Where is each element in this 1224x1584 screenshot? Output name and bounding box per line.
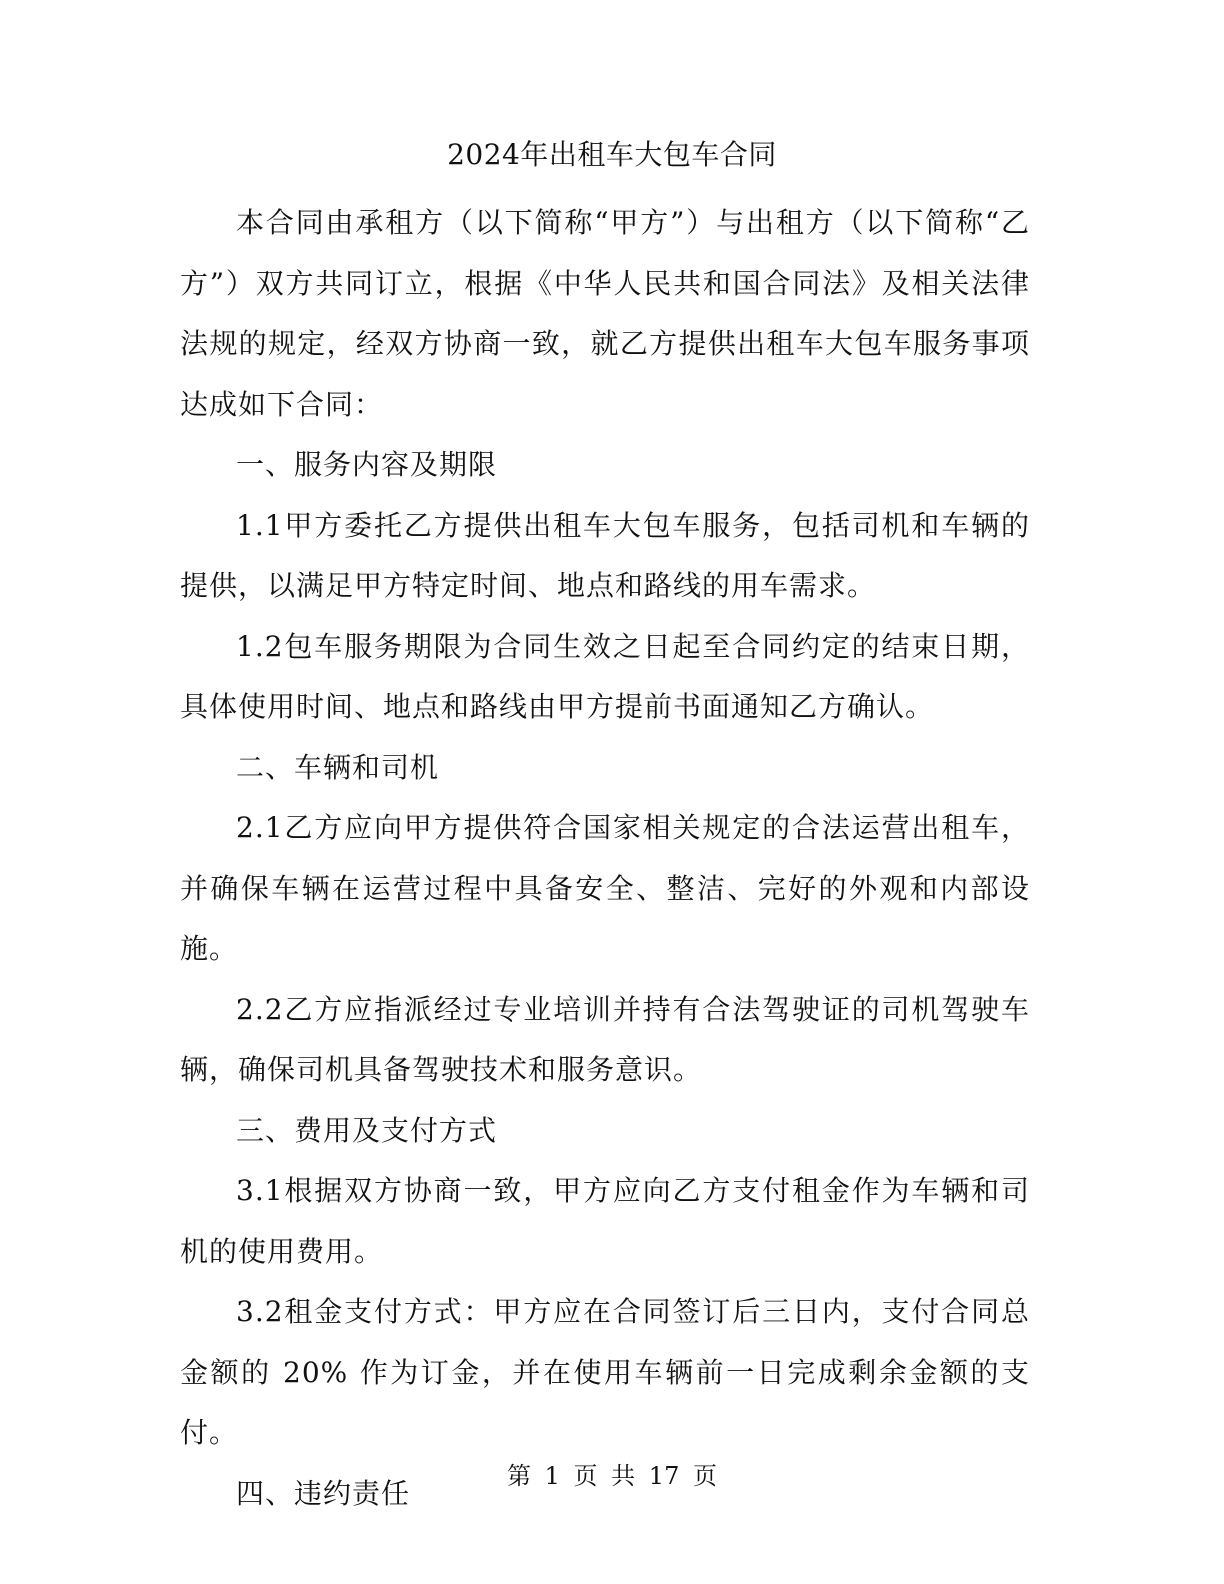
section-heading-2: 二、车辆和司机 xyxy=(236,750,440,784)
intro-paragraph: 本合同由承租方（以下简称“甲方”）与出租方（以下简称“乙方”）双方共同订立，根据《中华人民共和国合同法》及相关法律法规的规定，经双方协商一致，就乙方提供出租车大包车服务事项达成如下合同： xyxy=(180,206,1030,421)
clause-1-2: 1.2包车服务期限为合同生效之日起至合同约定的结束日期，具体使用时间、地点和路线由甲方提前书面通知乙方确认。 xyxy=(180,629,1030,723)
clause-3-1: 3.1根据双方协商一致，甲方应向乙方支付租金作为车辆和司机的使用费用。 xyxy=(180,1174,1030,1268)
clause-2-1: 2.1乙方应向甲方提供符合国家相关规定的合法运营出租车，并确保车辆在运营过程中具备安全、整洁、完好的外观和内部设施。 xyxy=(180,811,1030,965)
clause-3-2: 3.2租金支付方式：甲方应在合同签订后三日内，支付合同总金额的 20% 作为订金，并在使用车辆前一日完成剩余金额的支付。 xyxy=(180,1295,1030,1449)
document-body xyxy=(180,193,1030,1524)
section-heading-4: 四、违约责任 xyxy=(236,1476,411,1510)
page-number-footer: 第 1 页 共 17 页 xyxy=(507,1462,717,1490)
section-heading-1: 一、服务内容及期限 xyxy=(236,448,498,481)
clause-1-1: 1.1甲方委托乙方提供出租车大包车服务，包括司机和车辆的提供，以满足甲方特定时间、地点和路线的用车需求。 xyxy=(180,508,1030,602)
section-heading-3: 三、费用及支付方式 xyxy=(236,1113,498,1147)
clause-2-2: 2.2乙方应指派经过专业培训并持有合法驾驶证的司机驾驶车辆，确保司机具备驾驶技术和服务意识。 xyxy=(180,992,1030,1086)
document-title: 2024年出租车大包车合同 xyxy=(447,138,777,171)
